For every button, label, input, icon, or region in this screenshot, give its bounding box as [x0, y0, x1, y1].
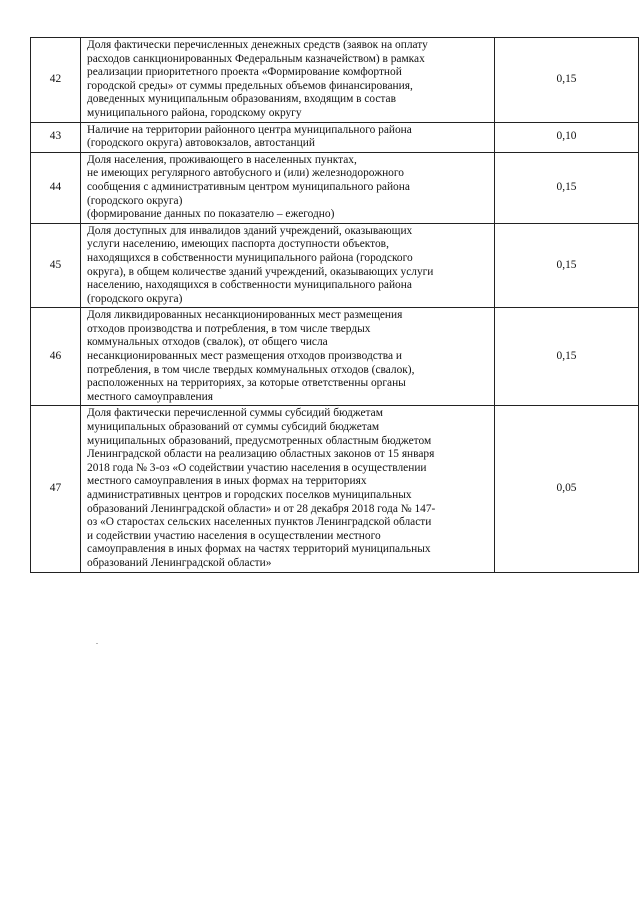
description-line: несанкционированных мест размещения отходов производства и [87, 350, 403, 363]
table-row [31, 122, 639, 152]
description-line: реализации приоритетного проекта «Формирование комфортной [87, 66, 402, 79]
weight-value: 0,10 [495, 122, 639, 152]
row-number: 47 [31, 406, 81, 572]
description-line: самоуправления в иных формах на частях территорий муниципальных [87, 543, 431, 556]
description-line: Доля фактически перечисленных денежных средств (заявок на оплату [87, 39, 428, 51]
description-line: расходов санкционированных Федеральным казначейством) в рамках [87, 52, 425, 65]
criteria-table [30, 37, 639, 573]
row-number: 45 [31, 223, 81, 308]
table-row [31, 223, 639, 308]
description-line: 2018 года № 3-оз «О содействии участию населения в осуществлении [87, 461, 427, 474]
row-number: 43 [31, 122, 81, 152]
description-line: не имеющих регулярного автобусного и (или) железнодорожного [87, 167, 404, 180]
row-number: 42 [31, 38, 81, 123]
description-line: местного самоуправления [87, 390, 213, 403]
description-line: оз «О старостах сельских населенных пунктов Ленинградской области [87, 516, 432, 529]
indicator-description [81, 38, 495, 123]
description-line: городской среды» от суммы предельных объемов финансирования, [87, 79, 413, 92]
weight-value: 0,15 [495, 308, 639, 406]
description-line: коммунальных отходов (свалок), от общего числа [87, 336, 328, 349]
weight-value: 0,15 [495, 152, 639, 223]
description-line: Доля доступных для инвалидов зданий учреждений, оказывающих [87, 224, 413, 237]
indicator-description [81, 122, 495, 152]
description-line: Доля ликвидированных несанкционированных мест размещения [87, 309, 403, 322]
indicator-description [81, 406, 495, 572]
table-row [31, 308, 639, 406]
row-number: 46 [31, 308, 81, 406]
description-line: отходов производства и потребления, в том числе твердых [87, 322, 371, 335]
description-line: (городского округа) [87, 292, 183, 305]
description-line: расположенных на территориях, за которые ответственны органы [87, 377, 406, 390]
description-line: сообщения с административным центром муниципального района [87, 180, 410, 193]
description-line: потребления, в том числе твердых коммунальных отходов (свалок), [87, 363, 415, 376]
indicator-description [81, 223, 495, 308]
description-line: Доля населения, проживающего в населенных пунктах, [87, 153, 357, 166]
description-line: Ленинградской области на реализацию областных законов от 15 января [87, 448, 435, 461]
table-row [31, 38, 639, 123]
description-line: Доля фактически перечисленной суммы субсидий бюджетам [87, 407, 383, 420]
table-row [31, 152, 639, 223]
description-line: (городского округа) автовокзалов, автостанций [87, 137, 315, 150]
description-line: административных центров и городских поселков муниципальных [87, 489, 412, 501]
description-line: и содействии участию населения в осуществлении местного [87, 529, 381, 542]
description-line: образований Ленинградской области» и от 28 декабря 2018 года № 147- [87, 502, 436, 515]
description-line: находящихся в собственности муниципального района (городского [87, 251, 413, 264]
description-line: доведенных муниципальным образованиям, входящим в состав [87, 93, 396, 106]
description-line: округа), в общем количестве зданий учреждений, оказывающих услуги [87, 265, 434, 278]
description-line: муниципального района, городскому округу [87, 106, 302, 119]
description-line: (формирование данных по показателю – ежегодно) [87, 208, 335, 221]
weight-value: 0,05 [495, 406, 639, 572]
indicator-description [81, 308, 495, 406]
table-row [31, 406, 639, 572]
description-line: услуги населению, имеющих паспорта доступности объектов, [87, 238, 389, 251]
description-line: местного самоуправления в иных формах на территориях [87, 475, 367, 488]
row-number: 44 [31, 152, 81, 223]
description-line: образований Ленинградской области» [87, 556, 272, 569]
description-line: Наличие на территории районного центра муниципального района [87, 123, 412, 136]
description-line: населению, находящихся в собственности муниципального района [87, 279, 412, 292]
weight-value: 0,15 [495, 38, 639, 123]
description-line: муниципальных образований от суммы субсидий бюджетам [87, 421, 380, 434]
weight-value: 0,15 [495, 223, 639, 308]
indicator-description [81, 152, 495, 223]
description-line: муниципальных образований, предусмотренных областным бюджетом [87, 434, 432, 447]
criteria-table-body [31, 38, 639, 573]
scan-speck [96, 643, 98, 644]
description-line: (городского округа) [87, 194, 183, 207]
